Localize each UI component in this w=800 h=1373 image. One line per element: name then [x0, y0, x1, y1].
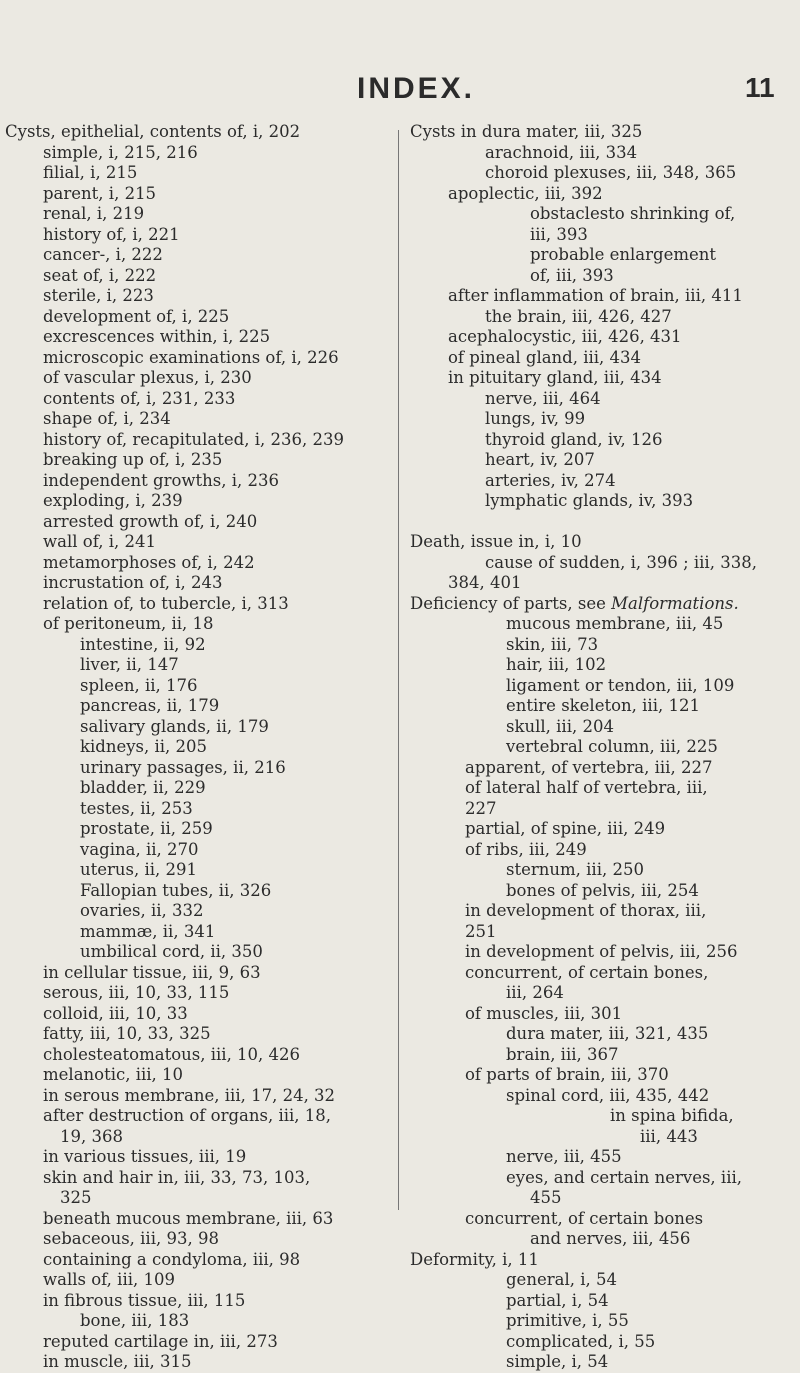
index-entry: mucous membrane, iii, 45 — [506, 614, 724, 633]
index-entry: skull, iii, 204 — [506, 716, 614, 736]
index-entry: walls of, iii, 109 — [43, 1270, 175, 1289]
index-entry: cause of sudden, i, 396 ; iii, 338, — [485, 552, 757, 572]
index-entry: dura mater, iii, 321, 435 — [506, 1024, 709, 1043]
index-entry: arachnoid, iii, 334 — [485, 142, 638, 162]
index-entry: testes, ii, 253 — [80, 798, 193, 818]
index-entry: intestine, ii, 92 — [80, 634, 206, 654]
index-entry: lymphatic glands, iv, 393 — [485, 491, 694, 510]
index-entry: development of, i, 225 — [43, 306, 230, 326]
index-entry: ligament or tendon, iii, 109 — [506, 675, 735, 695]
index-entry: fatty, iii, 10, 33, 325 — [43, 1024, 211, 1043]
index-entry: in fibrous tissue, iii, 115 — [43, 1290, 246, 1310]
index-entry: apparent, of vertebra, iii, 227 — [465, 757, 713, 777]
index-entry: history of, recapitulated, i, 236, 239 — [43, 429, 344, 449]
index-entry: wall of, i, 241 — [43, 532, 156, 551]
index-entry: lungs, iv, 99 — [485, 409, 586, 428]
index-entry: of vascular plexus, i, 230 — [43, 368, 252, 387]
index-entry: and nerves, iii, 456 — [530, 1229, 691, 1248]
index-entry: salivary glands, ii, 179 — [80, 716, 269, 736]
index-entry: after destruction of organs, iii, 18, — [43, 1106, 332, 1125]
index-entry: of peritoneum, ii, 18 — [43, 614, 214, 633]
index-entry: in various tissues, iii, 19 — [43, 1147, 247, 1166]
index-entry: containing a condyloma, iii, 98 — [43, 1249, 301, 1269]
index-entry: vertebral column, iii, 225 — [506, 737, 718, 756]
index-entry: serous, iii, 10, 33, 115 — [43, 983, 230, 1002]
index-entry: in pituitary gland, iii, 434 — [448, 368, 662, 387]
index-entry: colloid, iii, 10, 33 — [43, 1003, 188, 1023]
index-entry: spinal cord, iii, 435, 442 — [506, 1085, 710, 1105]
page-header — [0, 72, 800, 112]
index-entry: 251 — [465, 921, 497, 941]
index-entry: Deficiency of parts, see Malformations. — [410, 593, 739, 613]
index-entry: contents of, i, 231, 233 — [43, 388, 236, 408]
index-entry: sterile, i, 223 — [43, 286, 154, 305]
index-entry: acephalocystic, iii, 426, 431 — [448, 327, 682, 346]
index-entry: in serous membrane, iii, 17, 24, 32 — [43, 1085, 336, 1105]
index-entry: hair, iii, 102 — [506, 655, 607, 674]
index-entry: after inflammation of brain, iii, 411 — [448, 286, 743, 305]
index-entry: melanotic, iii, 10 — [43, 1065, 184, 1084]
index-entry: uterus, ii, 291 — [80, 860, 198, 879]
index-entry: sternum, iii, 250 — [506, 860, 644, 879]
index-entry: breaking up of, i, 235 — [43, 450, 223, 469]
index-entry: of muscles, iii, 301 — [465, 1003, 623, 1023]
index-entry: relation of, to tubercle, i, 313 — [43, 593, 289, 613]
index-entry: primitive, i, 55 — [506, 1311, 629, 1330]
index-entry: nerve, iii, 464 — [485, 388, 601, 408]
index-entry: obstaclesto shrinking of, — [530, 204, 736, 223]
index-entry: 384, 401 — [448, 573, 522, 592]
index-entry: brain, iii, 367 — [506, 1044, 619, 1064]
index-entry: urinary passages, ii, 216 — [80, 757, 286, 777]
index-entry: choroid plexuses, iii, 348, 365 — [485, 163, 737, 182]
index-entry: 19, 368 — [60, 1126, 123, 1146]
index-entry: microscopic examinations of, i, 226 — [43, 347, 339, 367]
index-entry: cholesteatomatous, iii, 10, 426 — [43, 1044, 301, 1064]
index-entry: probable enlargement — [530, 245, 717, 264]
index-entry: iii, 393 — [530, 224, 588, 244]
index-entry: of lateral half of vertebra, iii, — [465, 778, 708, 797]
index-entry: of ribs, iii, 249 — [465, 839, 587, 859]
index-entry: Cysts in dura mater, iii, 325 — [410, 122, 643, 141]
index-entry: Cysts, epithelial, contents of, i, 202 — [5, 122, 301, 141]
index-column-left — [5, 122, 390, 1373]
index-entry: kidneys, ii, 205 — [80, 737, 208, 756]
index-entry: bones of pelvis, iii, 254 — [506, 880, 699, 900]
index-entry: skin and hair in, iii, 33, 73, 103, — [43, 1167, 311, 1187]
index-entry — [410, 512, 795, 533]
index-entry: nerve, iii, 455 — [506, 1147, 622, 1166]
index-entry: partial, i, 54 — [506, 1290, 609, 1310]
index-entry: filial, i, 215 — [43, 163, 138, 182]
index-entry: seat of, i, 222 — [43, 265, 157, 285]
index-entry: complicated, i, 55 — [506, 1331, 656, 1351]
index-entry: prostate, ii, 259 — [80, 819, 213, 838]
index-entry: eyes, and certain nerves, iii, — [506, 1167, 742, 1187]
index-entry: excrescences within, i, 225 — [43, 327, 271, 346]
page-title: INDEX. — [357, 72, 476, 105]
index-entry: liver, ii, 147 — [80, 655, 179, 674]
index-entry: general, i, 54 — [506, 1270, 617, 1289]
index-entry: in development of thorax, iii, — [465, 901, 707, 920]
index-entry: ovaries, ii, 332 — [80, 901, 204, 920]
index-entry: umbilical cord, ii, 350 — [80, 942, 263, 961]
index-entry: 455 — [530, 1188, 562, 1207]
index-entry: metamorphoses of, i, 242 — [43, 552, 255, 572]
index-entry: concurrent, of certain bones, — [465, 962, 709, 982]
index-entry: arteries, iv, 274 — [485, 470, 616, 490]
index-entry: in development of pelvis, iii, 256 — [465, 942, 738, 961]
index-entry: renal, i, 219 — [43, 204, 145, 223]
index-entry: simple, i, 215, 216 — [43, 142, 198, 162]
index-entry: cancer-, i, 222 — [43, 245, 163, 264]
index-entry: 325 — [60, 1188, 92, 1207]
index-entry: apoplectic, iii, 392 — [448, 183, 603, 203]
index-entry: in cellular tissue, iii, 9, 63 — [43, 962, 261, 982]
index-entry: partial, of spine, iii, 249 — [465, 819, 666, 838]
index-entry: Deformity, i, 11 — [410, 1249, 539, 1269]
index-entry: vagina, ii, 270 — [80, 839, 199, 859]
index-entry: concurrent, of certain bones — [465, 1208, 704, 1228]
index-entry: arrested growth of, i, 240 — [43, 511, 258, 531]
index-entry: history of, i, 221 — [43, 224, 180, 244]
index-entry: spleen, ii, 176 — [80, 675, 198, 695]
index-entry: shape of, i, 234 — [43, 409, 171, 428]
index-entry: iii, 443 — [640, 1126, 698, 1146]
index-entry: independent growths, i, 236 — [43, 470, 279, 490]
index-entry: heart, iv, 207 — [485, 450, 595, 469]
page-number: 11 — [745, 72, 775, 103]
index-entry: the brain, iii, 426, 427 — [485, 306, 672, 326]
index-entry: sebaceous, iii, 93, 98 — [43, 1229, 219, 1248]
index-entry: of parts of brain, iii, 370 — [465, 1065, 669, 1084]
index-column-right — [410, 122, 795, 1373]
index-entry: bladder, ii, 229 — [80, 778, 206, 797]
index-entry: iii, 264 — [506, 983, 564, 1002]
index-entry: Fallopian tubes, ii, 326 — [80, 880, 272, 900]
index-entry: 227 — [465, 798, 497, 818]
index-entry: bone, iii, 183 — [80, 1311, 190, 1330]
index-entry: parent, i, 215 — [43, 183, 157, 203]
index-entry: exploding, i, 239 — [43, 491, 183, 510]
column-divider — [398, 130, 399, 1210]
index-entry: in spina bifida, — [610, 1106, 734, 1125]
index-entry: of pineal gland, iii, 434 — [448, 347, 642, 367]
index-entry: beneath mucous membrane, iii, 63 — [43, 1208, 334, 1228]
index-entry: skin, iii, 73 — [506, 634, 599, 654]
index-entry: reputed cartilage in, iii, 273 — [43, 1331, 278, 1351]
index-entry: thyroid gland, iv, 126 — [485, 429, 663, 449]
index-entry: entire skeleton, iii, 121 — [506, 696, 700, 715]
index-entry: pancreas, ii, 179 — [80, 696, 220, 715]
index-entry: incrustation of, i, 243 — [43, 573, 223, 592]
index-entry: mammæ, ii, 341 — [80, 921, 216, 941]
index-entry: Death, issue in, i, 10 — [410, 532, 582, 551]
index-entry: of, iii, 393 — [530, 265, 614, 285]
cross-reference: Malformations. — [611, 593, 739, 613]
index-entry: in muscle, iii, 315 — [43, 1352, 192, 1371]
index-entry: simple, i, 54 — [506, 1352, 609, 1371]
